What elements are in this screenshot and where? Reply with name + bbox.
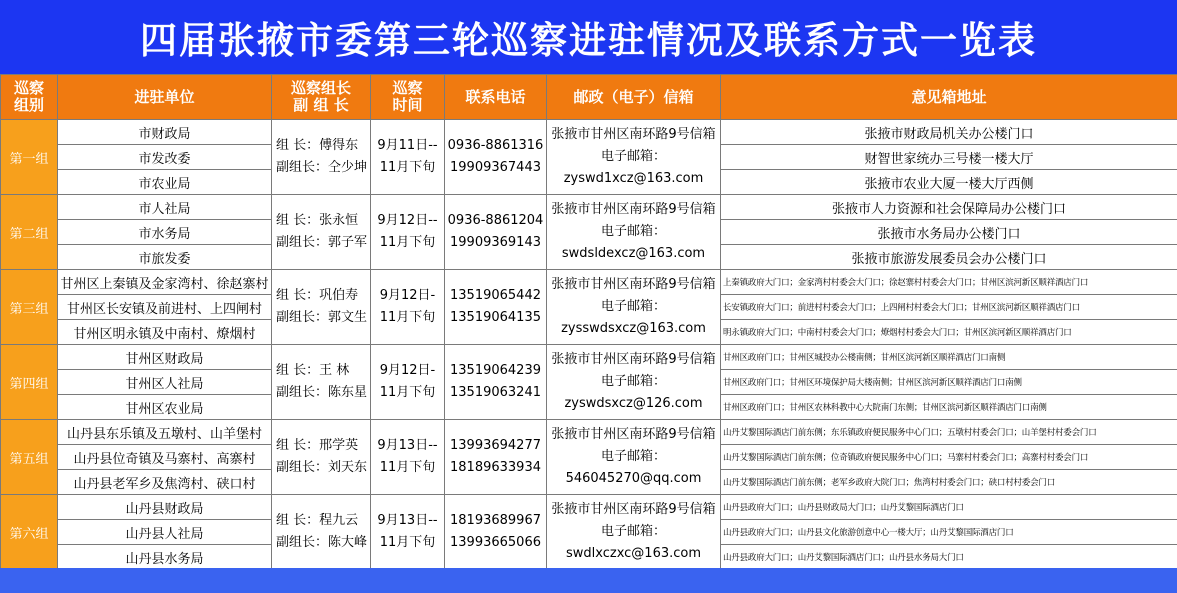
- phone-cell: 0936-8861204 19909369143: [445, 195, 547, 270]
- box-address: 甘州区政府门口；甘州区农林科教中心大院南门东侧；甘州区滨河新区顺祥酒店门口南侧: [721, 395, 1177, 420]
- footer-bar: [0, 568, 1177, 593]
- table-row: [1, 345, 1177, 370]
- unit-name: 山丹县位奇镇及马寨村、高寨村: [58, 445, 272, 470]
- unit-name: 市农业局: [58, 170, 272, 195]
- box-address: 山丹艾黎国际酒店门前东侧；位奇镇政府便民服务中心门口；马寨村村委会门口；高寨村村委会门口: [721, 445, 1177, 470]
- phone-cell: 18193689967 13993665066: [445, 495, 547, 570]
- table-row: [1, 195, 1177, 220]
- phone-cell: 13519065442 13519064135: [445, 270, 547, 345]
- group-name: 第四组: [1, 345, 58, 420]
- box-address: 山丹艾黎国际酒店门前东侧；老军乡政府大院门口；焦湾村村委会门口；硖口村村委会门口: [721, 470, 1177, 495]
- table-row: [1, 120, 1177, 145]
- leader-cell: 组 长：程九云 副组长：陈大峰: [272, 495, 371, 570]
- group-name: 第三组: [1, 270, 58, 345]
- unit-name: 甘州区人社局: [58, 370, 272, 395]
- time-cell: 9月13日-- 11月下旬: [371, 420, 445, 495]
- unit-name: 甘州区长安镇及前进村、上四闸村: [58, 295, 272, 320]
- mail-cell: 张掖市甘州区南环路9号信箱 电子邮箱： swdsldexcz@163.com: [547, 195, 721, 270]
- box-address: 甘州区政府门口；甘州区城投办公楼南侧；甘州区滨河新区顺祥酒店门口南侧: [721, 345, 1177, 370]
- mail-cell: 张掖市甘州区南环路9号信箱 电子邮箱： zyswdsxcz@126.com: [547, 345, 721, 420]
- box-address: 山丹县政府大门口；山丹县文化旅游创意中心一楼大厅；山丹艾黎国际酒店门口: [721, 520, 1177, 545]
- header-time: 巡察 时间: [371, 75, 445, 120]
- box-address: 明永镇政府大门口；中南村村委会大门口；燎烟村村委会大门口；甘州区滨河新区顺祥酒店门口: [721, 320, 1177, 345]
- box-address: 长安镇政府大门口；前进村村委会大门口；上四闸村村委会大门口；甘州区滨河新区顺祥酒店门口: [721, 295, 1177, 320]
- group-name: 第二组: [1, 195, 58, 270]
- unit-name: 甘州区农业局: [58, 395, 272, 420]
- leader-cell: 组 长：巩伯寿 副组长：郭文生: [272, 270, 371, 345]
- table-row: [1, 270, 1177, 295]
- group-name: 第六组: [1, 495, 58, 570]
- inspection-table: [0, 74, 1177, 570]
- unit-name: 山丹县东乐镇及五墩村、山羊堡村: [58, 420, 272, 445]
- unit-name: 甘州区明永镇及中南村、燎烟村: [58, 320, 272, 345]
- header-group: 巡察 组别: [1, 75, 58, 120]
- table-row: [1, 495, 1177, 520]
- unit-name: 市旅发委: [58, 245, 272, 270]
- group-name: 第一组: [1, 120, 58, 195]
- leader-cell: 组 长：傅得东 副组长：仝少坤: [272, 120, 371, 195]
- phone-cell: 13993694277 18189633934: [445, 420, 547, 495]
- header-leader: 巡察组长 副 组 长: [272, 75, 371, 120]
- box-address: 山丹县政府大门口；山丹县财政局大门口；山丹艾黎国际酒店门口: [721, 495, 1177, 520]
- box-address: 张掖市水务局办公楼门口: [721, 220, 1177, 245]
- unit-name: 甘州区财政局: [58, 345, 272, 370]
- box-address: 山丹艾黎国际酒店门前东侧；东乐镇政府便民服务中心门口；五墩村村委会门口；山羊堡村村委会门口: [721, 420, 1177, 445]
- box-address: 张掖市财政局机关办公楼门口: [721, 120, 1177, 145]
- time-cell: 9月12日- 11月下旬: [371, 270, 445, 345]
- box-address: 山丹县政府大门口；山丹艾黎国际酒店门口；山丹县水务局大门口: [721, 545, 1177, 570]
- box-address: 张掖市旅游发展委员会办公楼门口: [721, 245, 1177, 270]
- leader-cell: 组 长：张永恒 副组长：郭子军: [272, 195, 371, 270]
- box-address: 张掖市人力资源和社会保障局办公楼门口: [721, 195, 1177, 220]
- header-row: [1, 75, 1177, 120]
- leader-cell: 组 长：王 林 副组长：陈东星: [272, 345, 371, 420]
- header-phone: 联系电话: [445, 75, 547, 120]
- group-name: 第五组: [1, 420, 58, 495]
- unit-name: 市水务局: [58, 220, 272, 245]
- header-mail: 邮政（电子）信箱: [547, 75, 721, 120]
- box-address: 上秦镇政府大门口；金家湾村村委会大门口；徐赵寨村村委会大门口；甘州区滨河新区顺祥酒店门口: [721, 270, 1177, 295]
- box-address: 甘州区政府门口；甘州区环境保护局大楼南侧；甘州区滨河新区顺祥酒店门口南侧: [721, 370, 1177, 395]
- header-box: 意见箱地址: [721, 75, 1177, 120]
- unit-name: 山丹县人社局: [58, 520, 272, 545]
- page-title: 四届张掖市委第三轮巡察进驻情况及联系方式一览表: [0, 0, 1177, 74]
- table-row: [1, 420, 1177, 445]
- time-cell: 9月12日-- 11月下旬: [371, 195, 445, 270]
- mail-cell: 张掖市甘州区南环路9号信箱 电子邮箱： swdlxczxc@163.com: [547, 495, 721, 570]
- unit-name: 山丹县老军乡及焦湾村、硖口村: [58, 470, 272, 495]
- unit-name: 市人社局: [58, 195, 272, 220]
- box-address: 张掖市农业大厦一楼大厅西侧: [721, 170, 1177, 195]
- unit-name: 市发改委: [58, 145, 272, 170]
- unit-name: 山丹县财政局: [58, 495, 272, 520]
- mail-cell: 张掖市甘州区南环路9号信箱 电子邮箱： zysswdsxcz@163.com: [547, 270, 721, 345]
- box-address: 财智世家统办三号楼一楼大厅: [721, 145, 1177, 170]
- unit-name: 山丹县水务局: [58, 545, 272, 570]
- phone-cell: 13519064239 13519063241: [445, 345, 547, 420]
- header-unit: 进驻单位: [58, 75, 272, 120]
- unit-name: 甘州区上秦镇及金家湾村、徐赵寨村: [58, 270, 272, 295]
- time-cell: 9月11日-- 11月下旬: [371, 120, 445, 195]
- mail-cell: 张掖市甘州区南环路9号信箱 电子邮箱： 546045270@qq.com: [547, 420, 721, 495]
- leader-cell: 组 长：邢学英 副组长：刘天东: [272, 420, 371, 495]
- time-cell: 9月13日-- 11月下旬: [371, 495, 445, 570]
- unit-name: 市财政局: [58, 120, 272, 145]
- phone-cell: 0936-8861316 19909367443: [445, 120, 547, 195]
- time-cell: 9月12日- 11月下旬: [371, 345, 445, 420]
- mail-cell: 张掖市甘州区南环路9号信箱 电子邮箱： zyswd1xcz@163.com: [547, 120, 721, 195]
